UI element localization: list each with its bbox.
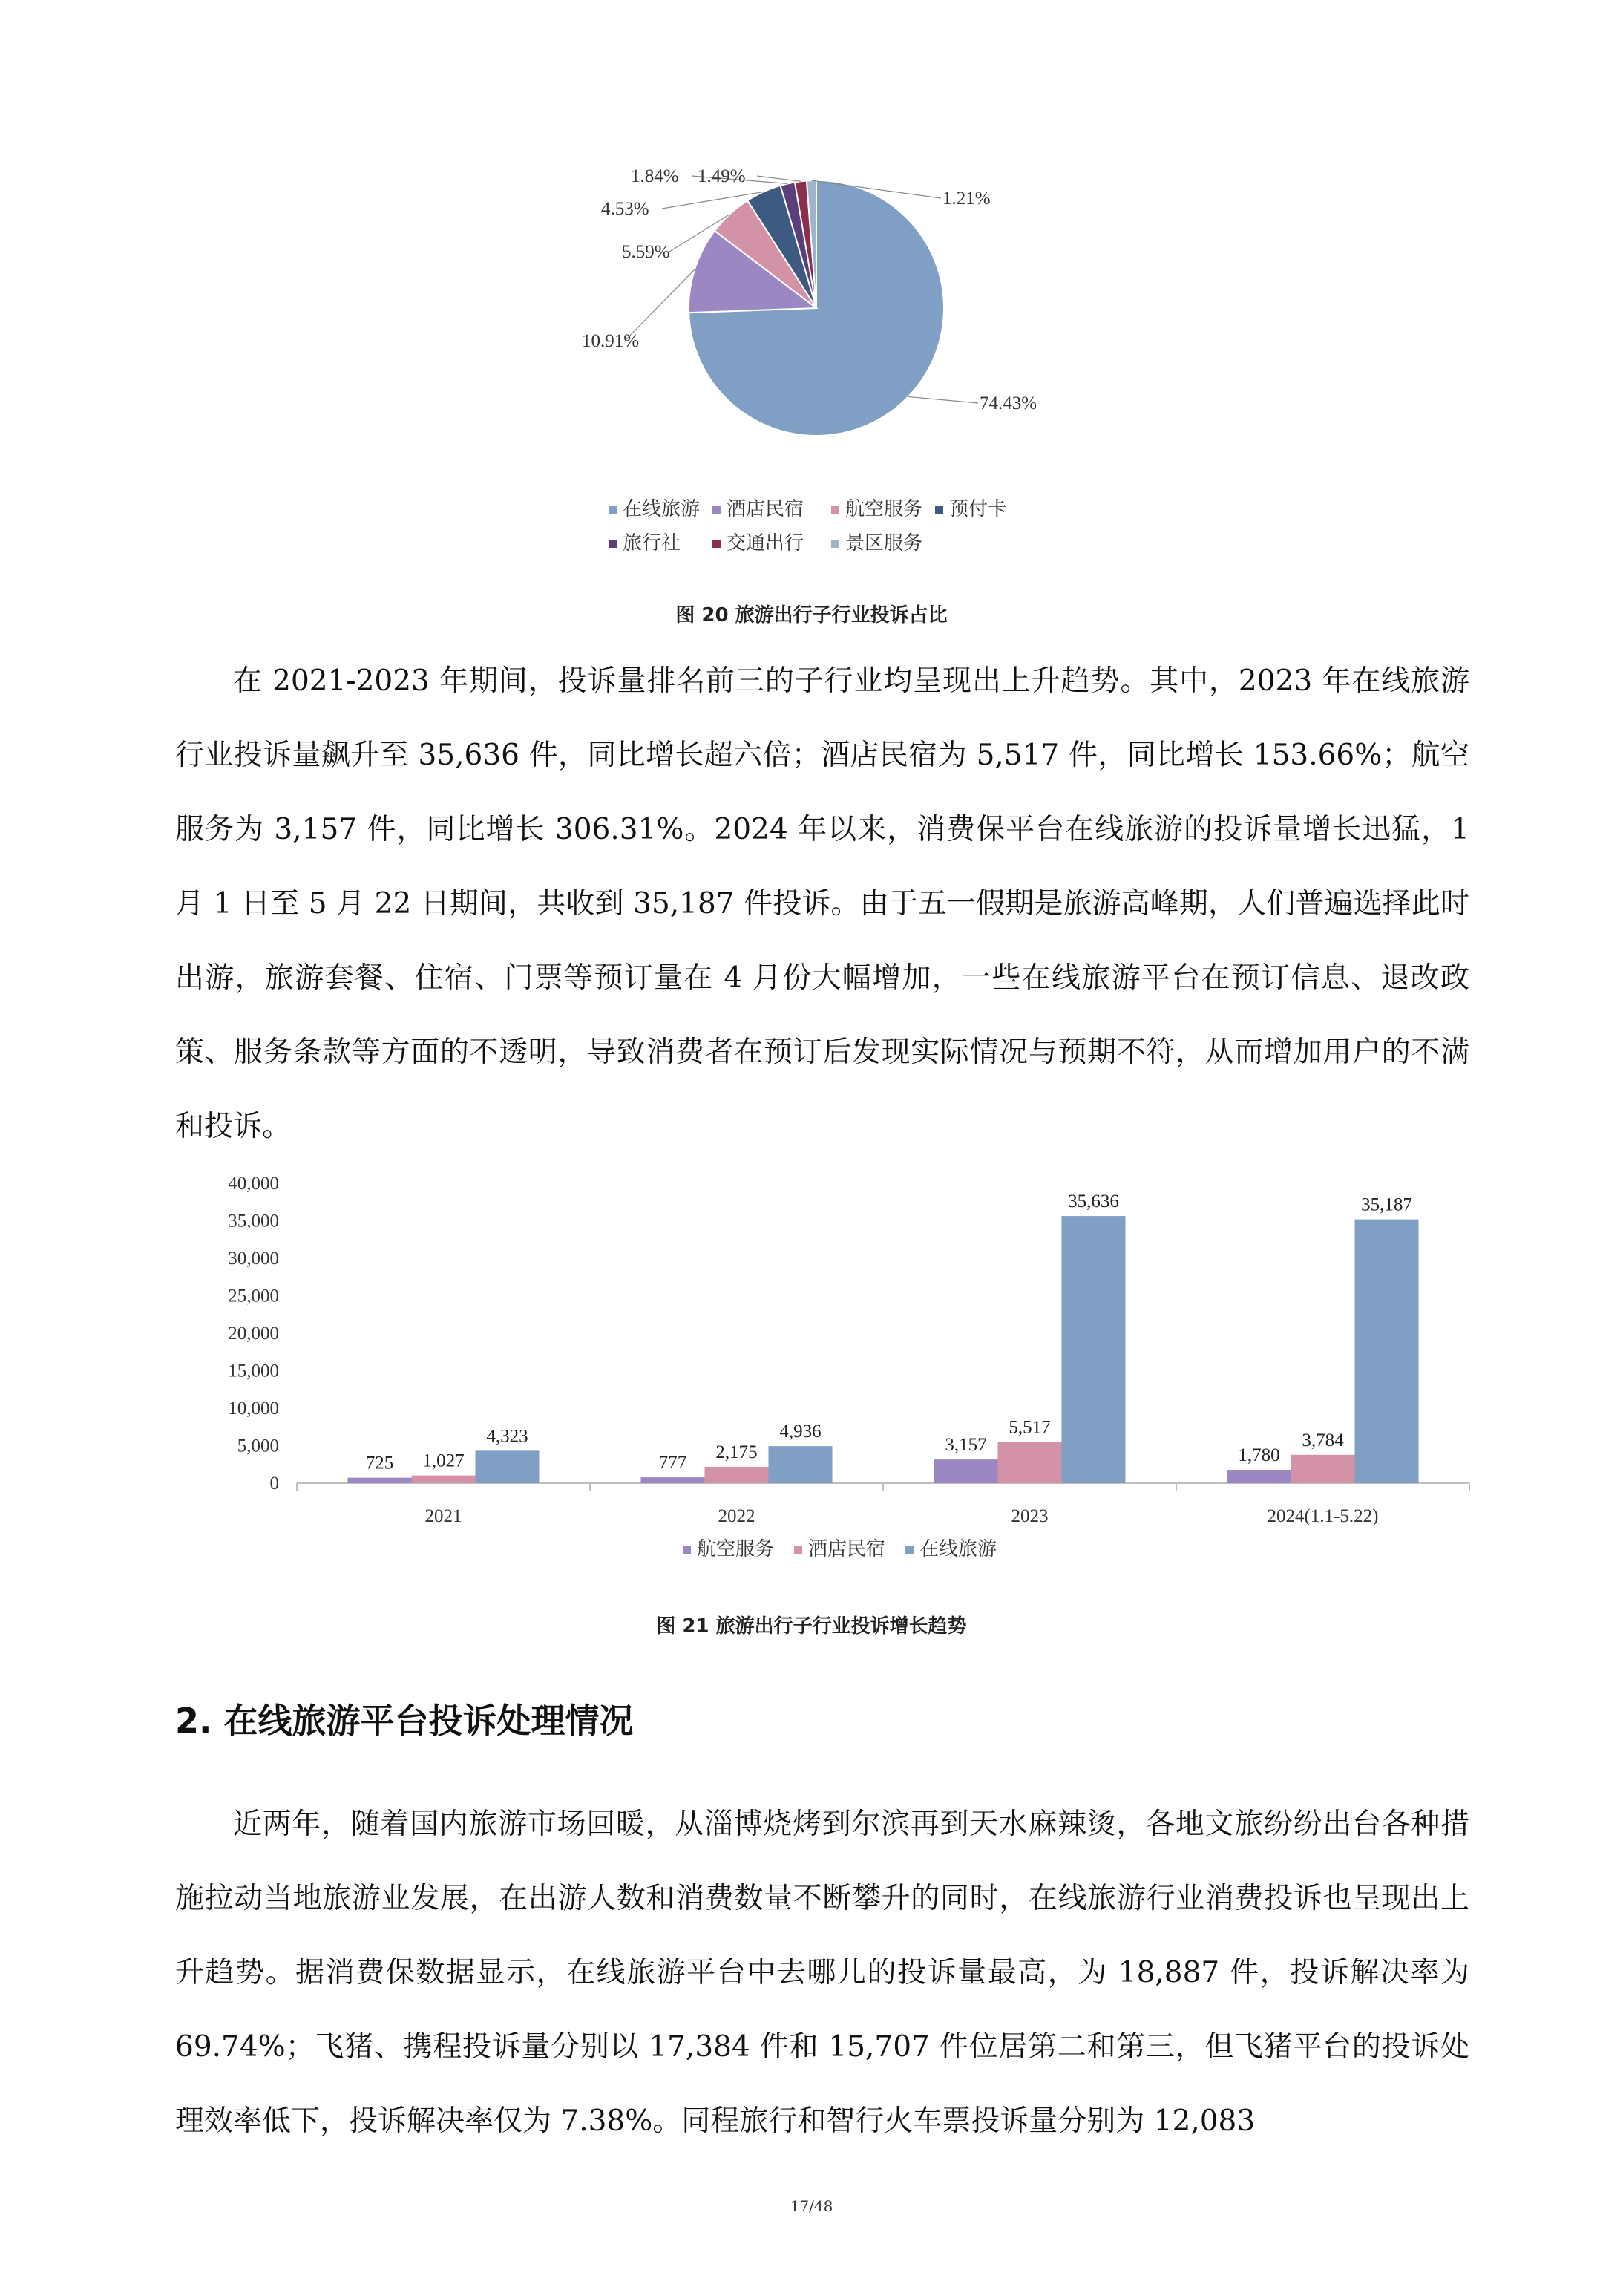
pie-value-label-6: 1.21%: [942, 189, 991, 209]
legend-swatch: [935, 506, 943, 514]
legend-swatch: [831, 506, 839, 514]
x-tick-label: 2023: [1011, 1506, 1049, 1526]
pie-leader-line-5: [757, 176, 801, 181]
pie-legend-item-0: [609, 494, 700, 521]
x-tick-label: 2021: [424, 1506, 462, 1526]
legend-label: 酒店民宿: [808, 1538, 886, 1560]
figure-20-caption: 图 20 旅游出行子行业投诉占比: [675, 604, 948, 627]
bar-legend: [683, 1534, 1054, 1563]
y-tick-label: 40,000: [228, 1174, 279, 1194]
legend-label: 航空服务: [697, 1538, 775, 1560]
y-tick-label: 5,000: [237, 1436, 279, 1456]
x-tick-label: 2022: [718, 1506, 755, 1526]
bar-value-label-2-3: 35,187: [1361, 1194, 1412, 1215]
pie-value-label-0: 74.43%: [980, 393, 1037, 413]
bar-value-label-1-2: 5,517: [1009, 1417, 1051, 1438]
legend-label: 在线旅游: [919, 1538, 997, 1560]
legend-label: 酒店民宿: [727, 498, 804, 520]
legend-swatch: [609, 506, 617, 514]
bar-1-1: [705, 1467, 769, 1483]
y-tick-label: 35,000: [228, 1211, 279, 1232]
legend-label: 景区服务: [845, 532, 923, 555]
y-tick-label: 15,000: [228, 1361, 279, 1381]
bar-chart: [215, 1173, 1492, 1589]
bar-1-3: [1291, 1455, 1355, 1483]
page-number: 17/48: [790, 2197, 833, 2215]
legend-swatch: [683, 1546, 691, 1554]
legend-swatch: [712, 540, 721, 548]
paragraph-1-text: 在 2021-2023 年期间，投诉量排名前三的子行业均呈现出上升趋势。其中，2023 年在线旅游行业投诉量飙升至 35,636 件，同比增长超六倍；酒店民宿为 5,517 件，同比增长 153.66%；航空服务为 3,157 件，同比增长 306.31%。2024 年以来，消费保平台在线旅游的投诉量增长迅猛，1 月 1 日至 5 月 22 日期间，共收到 35,187 件投诉。由于五一假期是旅游高峰期，人们普遍选择此时出游，旅游套餐、住宿、门票等预订量在 4 月份大幅增加，一些在线旅游平台在预订信息、退改政策、服务条款等方面的不透明，导致消费者在预订后发现实际情况与预期不符，从而增加用户的不满和投诉。: [175, 664, 1469, 1143]
pie-legend-item-1: [712, 494, 804, 521]
bar-1-2: [998, 1442, 1062, 1483]
bar-value-label-1-0: 1,027: [422, 1450, 465, 1471]
y-tick-label: 10,000: [228, 1399, 279, 1419]
legend-swatch: [794, 1546, 802, 1554]
pie-value-label-5: 1.49%: [698, 166, 746, 186]
pie-legend: [609, 494, 1054, 553]
bar-value-label-2-2: 35,636: [1068, 1191, 1119, 1212]
bar-value-label-0-2: 3,157: [945, 1435, 987, 1456]
bar-value-label-2-0: 4,323: [486, 1426, 528, 1447]
pie-chart: [579, 160, 1083, 471]
legend-label: 交通出行: [727, 532, 804, 555]
bar-legend-item-0: [683, 1534, 774, 1561]
bar-value-label-0-1: 777: [658, 1453, 687, 1474]
bar-legend-item-1: [794, 1534, 885, 1561]
y-tick-label: 20,000: [228, 1324, 279, 1344]
pie-value-label-1: 10.91%: [582, 331, 640, 351]
legend-label: 在线旅游: [623, 498, 701, 520]
bar-1-0: [412, 1476, 476, 1483]
bar-0-3: [1227, 1470, 1291, 1483]
legend-swatch: [712, 506, 721, 514]
bar-0-2: [934, 1459, 998, 1483]
bar-legend-item-2: [905, 1534, 997, 1561]
bar-2-1: [769, 1446, 833, 1483]
bar-2-2: [1062, 1216, 1126, 1483]
pie-leader-line-1: [625, 269, 695, 341]
legend-label: 预付卡: [949, 498, 1008, 520]
bar-2-0: [476, 1450, 540, 1483]
pie-value-label-4: 1.84%: [631, 166, 679, 186]
bar-value-label-1-3: 3,784: [1302, 1430, 1344, 1450]
paragraph-2: [175, 1788, 1469, 2159]
legend-label: 航空服务: [845, 498, 923, 520]
pie-legend-item-2: [831, 494, 922, 521]
pie-legend-item-4: [609, 528, 681, 555]
y-tick-label: 30,000: [228, 1249, 279, 1269]
y-tick-label: 0: [269, 1474, 279, 1494]
pie-slices: [689, 180, 944, 436]
paragraph-2-text: 近两年，随着国内旅游市场回暖，从淄博烧烤到尔滨再到天水麻辣烫，各地文旅纷纷出台各种措施拉动当地旅游业发展，在出游人数和消费数量不断攀升的同时，在线旅游行业消费投诉也呈现出上升趋势。据消费保数据显示，在线旅游平台中去哪儿的投诉量最高，为 18,887 件，投诉解决率为 69.74%；飞猪、携程投诉量分别以 17,384 件和 15,707 件位居第二和第三，但飞猪平台的投诉处理效率低下，投诉解决率仅为 7.38%。同程旅行和智行火车票投诉量分别为 12,083: [175, 1808, 1469, 2138]
bar-value-label-2-1: 4,936: [779, 1422, 822, 1442]
x-tick-label: 2024(1.1-5.22): [1267, 1506, 1379, 1526]
pie-legend-item-5: [712, 528, 804, 555]
pie-leader-line-0: [908, 396, 978, 403]
bar-2-3: [1355, 1220, 1419, 1483]
bar-value-label-0-3: 1,780: [1238, 1445, 1280, 1466]
bar-data-labels: [366, 1191, 1412, 1474]
legend-label: 旅行社: [623, 532, 681, 555]
legend-swatch: [905, 1546, 914, 1554]
pie-value-label-2: 5.59%: [622, 242, 670, 262]
legend-swatch: [609, 540, 617, 548]
paragraph-1: [175, 644, 1469, 1164]
section-heading: 2. 在线旅游平台投诉处理情况: [175, 1701, 634, 1741]
bar-value-label-0-0: 725: [365, 1453, 394, 1474]
pie-legend-item-6: [831, 528, 922, 555]
pie-legend-item-3: [935, 494, 1007, 521]
bar-0-1: [641, 1477, 705, 1483]
figure-21-caption: 图 21 旅游出行子行业投诉增长趋势: [656, 1615, 967, 1638]
bar-0-0: [348, 1478, 412, 1483]
bar-value-label-1-1: 2,175: [715, 1442, 758, 1463]
legend-swatch: [831, 540, 839, 548]
y-tick-label: 25,000: [228, 1286, 279, 1306]
pie-value-label-3: 4.53%: [601, 199, 649, 219]
